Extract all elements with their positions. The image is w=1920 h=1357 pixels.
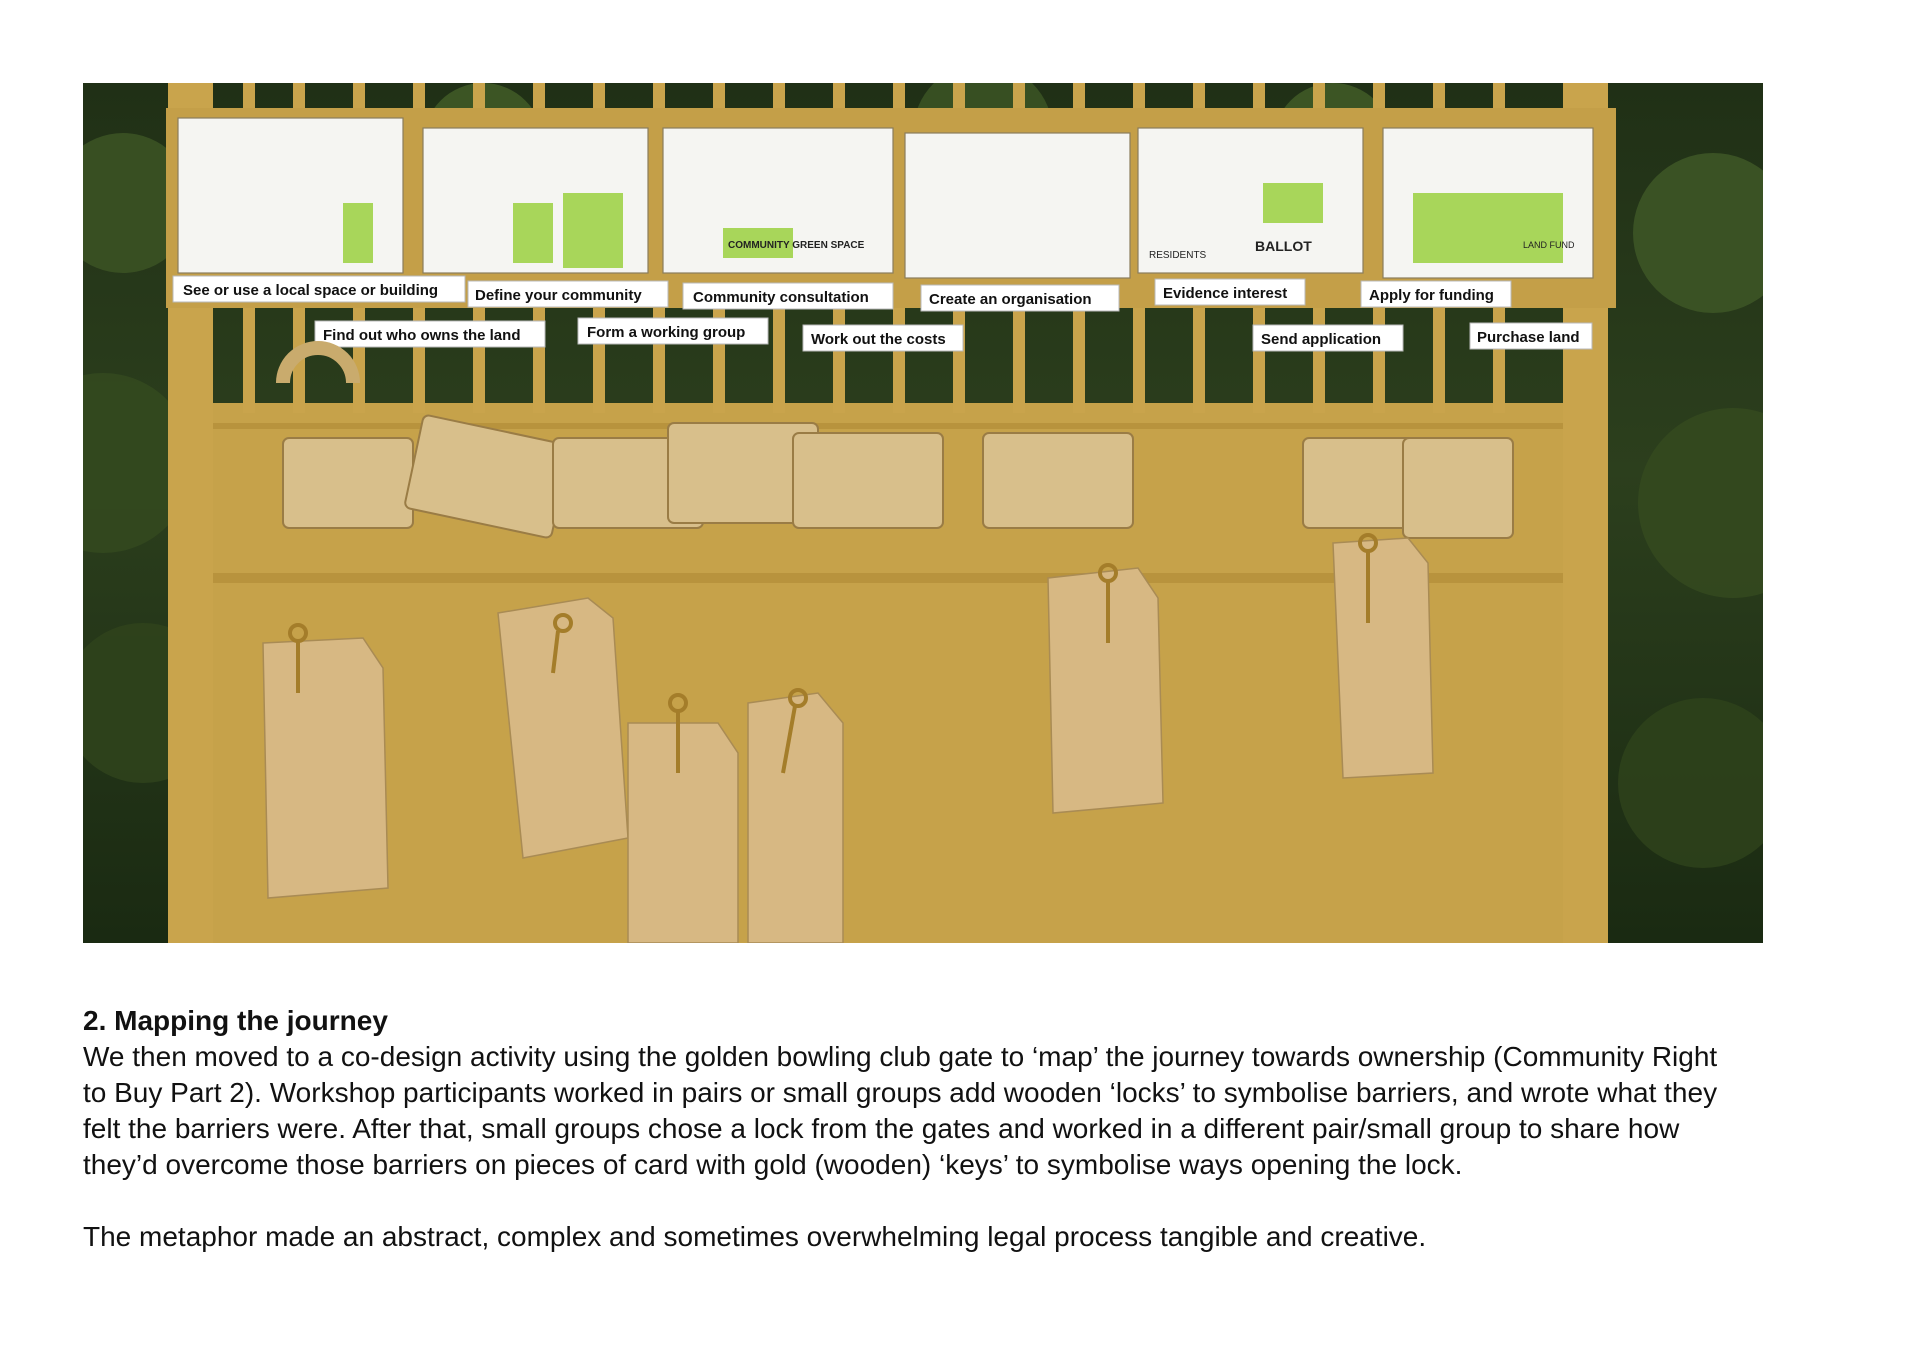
illustration-text-residents: RESIDENTS bbox=[1149, 250, 1207, 261]
step-label: Apply for funding bbox=[1369, 287, 1494, 304]
step-label: Purchase land bbox=[1477, 329, 1580, 346]
gate-photo-illustration bbox=[83, 83, 1763, 943]
illustration-text-ballot: BALLOT bbox=[1255, 238, 1312, 254]
step-label: Define your community bbox=[475, 287, 642, 304]
step-label: Community consultation bbox=[693, 289, 869, 306]
section-heading: 2. Mapping the journey bbox=[83, 1005, 388, 1036]
step-label: Evidence interest bbox=[1163, 285, 1288, 302]
article bbox=[83, 1003, 1763, 1255]
body-paragraph: We then moved to a co-design activity using the golden bowling club gate to ‘map’ the journey towards ownership (Community Right to Buy Part 2). Workshop participants worked in pairs or small groups add wooden ‘locks’ to symbolise barriers, and wrote what they felt the barriers were. After that, small groups chose a lock from the gates and worked in a different pair/small group to share how they’d overcome those barriers on pieces of card with gold (wooden) ‘keys’ to symbolise ways opening the lock. bbox=[83, 1041, 1718, 1180]
step-label: Create an organisation bbox=[929, 291, 1092, 308]
body-paragraph: The metaphor made an abstract, complex and sometimes overwhelming legal process tangible and creative. bbox=[83, 1221, 1427, 1252]
gate-photo bbox=[83, 83, 1763, 943]
illustration-text-green-space: COMMUNITY GREEN SPACE bbox=[728, 240, 865, 251]
illustration-text-land-fund: LAND FUND bbox=[1523, 240, 1575, 250]
step-label: Form a working group bbox=[587, 324, 746, 341]
step-label: Send application bbox=[1261, 331, 1382, 348]
step-label: See or use a local space or building bbox=[183, 282, 439, 299]
step-label: Find out who owns the land bbox=[323, 327, 521, 344]
step-label: Work out the costs bbox=[811, 331, 946, 348]
